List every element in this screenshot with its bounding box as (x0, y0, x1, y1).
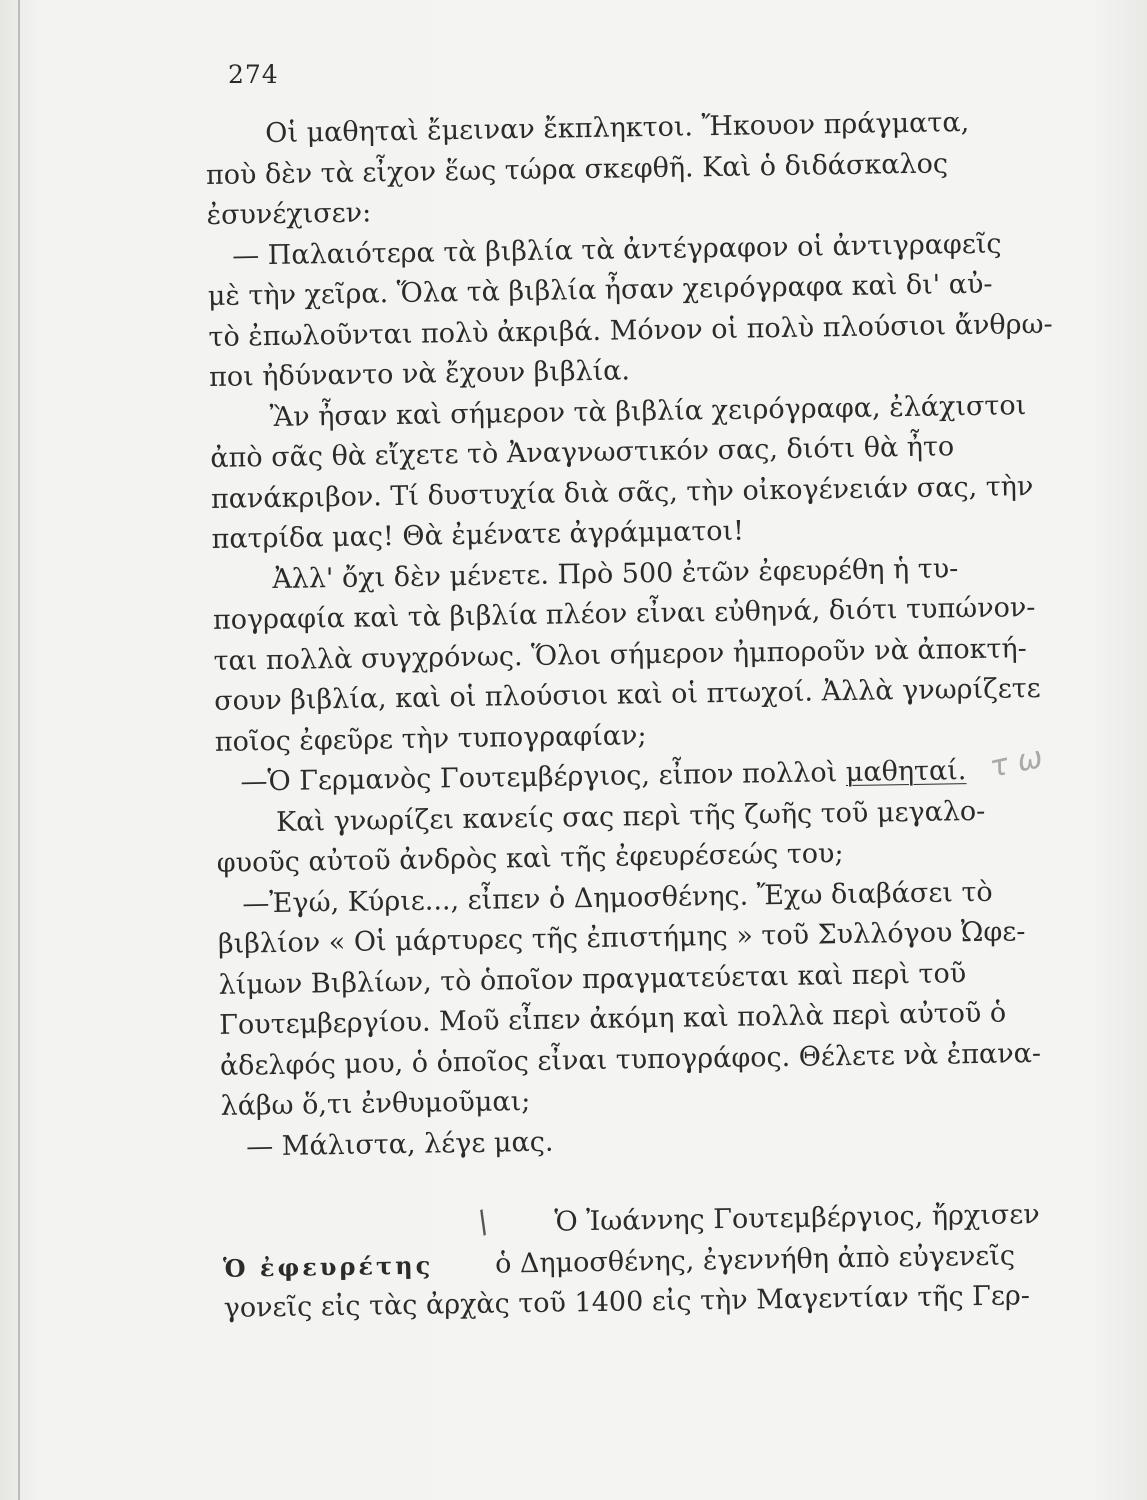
text-line: ἐσυνέχισεν: (206, 197, 372, 231)
text-line: πανάκριβον. Τί δυστυχία διὰ σᾶς, τὴν οἰκογένειάν σας, τὴν (210, 470, 1034, 515)
text-line: ἀπὸ σᾶς θὰ εἴχετε τὸ Ἀναγνωστικόν σας, διότι θὰ ἦτο (210, 431, 955, 474)
page-edge-line (18, 0, 20, 1500)
text-line: ποὺ δὲν τὰ εἶχον ἕως τώρα σκεφθῆ. Καὶ ὁ διδάσκαλος (205, 147, 949, 191)
text-segment: —Ὁ Γερμανὸς Γουτεμβέργιος, εἶπον πολλοὶ (240, 757, 838, 798)
text-line: ται πολλὰ συγχρόνως. Ὅλοι σήμερον ἠμποροῦν νὰ ἀποκτή- (213, 632, 1027, 677)
text-segment: ὁ Δημοσθένης, ἐγεννήθη ἀπὸ εὐγενεῖς (494, 1239, 1016, 1280)
text-line: Οἱ μαθηταὶ ἔμειναν ἔκπληκτοι. Ἤκουον πράγματα, (265, 106, 970, 150)
page-number: 274 (228, 60, 279, 89)
text-line: πογραφία καὶ τὰ βιβλία πλέον εἶναι εὐθηνά, διότι τυπώνον- (212, 592, 1036, 636)
text-line: Καὶ γνωρίζει κανείς σας περὶ τῆς ζωῆς τοῦ μεγαλο- (275, 795, 986, 838)
text-line: γονεῖς εἰς τὰς ἀρχὰς τοῦ 1400 εἰς τὴν Μαγεντίαν τῆς Γερ- (223, 1280, 1031, 1324)
text-line: πατρίδα μας! Θὰ ἐμένατε ἀγράμματοι! (211, 515, 745, 555)
text-segment: Ὁ Ἰωάννης Γουτεμβέργιος, ἤρχισεν (554, 1199, 1040, 1238)
text-line: μὲ τὴν χεῖρα. Ὅλα τὰ βιβλία ἦσαν χειρόγραφα καὶ δι' αὐ- (207, 268, 993, 312)
pencil-tick-mark: / (471, 1204, 496, 1241)
text-line: ἀδελφός μου, ὁ ὁποῖος εἶναι τυπογράφος. Θέλετε νὰ ἐπανα- (219, 1037, 1042, 1082)
text-line: βιβλίον « Οἱ μάρτυρες τῆς ἐπιστήμης » τοῦ Συλλόγου Ὠφε- (217, 916, 1026, 960)
text-line: φυοῦς αὐτοῦ ἀνδρὸς καὶ τῆς ἐφευρέσεώς του; (216, 838, 844, 879)
text-line: — Παλαιότερα τὰ βιβλία τὰ ἀντέγραφον οἱ ἀντιγραφεῖς (231, 228, 1002, 272)
text-line: Ἂν ἦσαν καὶ σήμερον τὰ βιβλία χειρόγραφα, ἐλάχιστοι (269, 389, 1027, 433)
text-line: —Ἐγώ, Κύριε..., εἶπεν ὁ Δημοσθένης. Ἔχω διαβάσει τὸ (242, 876, 993, 920)
text-line: Γουτεμβεργίου. Μοῦ εἶπεν ἀκόμη καὶ πολλὰ περὶ αὐτοῦ ὁ (219, 997, 1007, 1041)
text-line: λάβω ὅ,τι ἐνθυμοῦμαι; (220, 1086, 531, 1122)
pencil-annotation: τ ω (986, 739, 1046, 786)
text-line: λίμων Βιβλίων, τὸ ὁποῖον πραγματεύεται καὶ περὶ τοῦ (218, 957, 967, 1001)
underlined-word: μαθηταί. (845, 755, 967, 789)
text-line: Ἀλλ' ὄχι δὲν μένετε. Πρὸ 500 ἐτῶν ἐφευρέθη ἡ τυ- (272, 552, 959, 595)
section-subheading: Ὁ ἐφευρέτης (222, 1250, 434, 1283)
text-line: ποι ἠδύναντο νὰ ἔχουν βιβλία. (208, 355, 631, 393)
text-line: ποῖος ἐφεῦρε τὴν τυπογραφίαν; (214, 719, 647, 758)
text-line: — Μάλιστα, λέγε μας. (245, 1126, 554, 1162)
text-line: τὸ ἐπωλοῦνται πολὺ ἀκριβά. Μόνον οἱ πολὺ πλούσιοι ἄνθρω- (208, 308, 1053, 353)
body-text (205, 102, 1064, 1330)
text-line: σουν βιβλία, καὶ οἱ πλούσιοι καὶ οἱ πτωχοί. Ἀλλὰ γνωρίζετε (213, 672, 1041, 717)
